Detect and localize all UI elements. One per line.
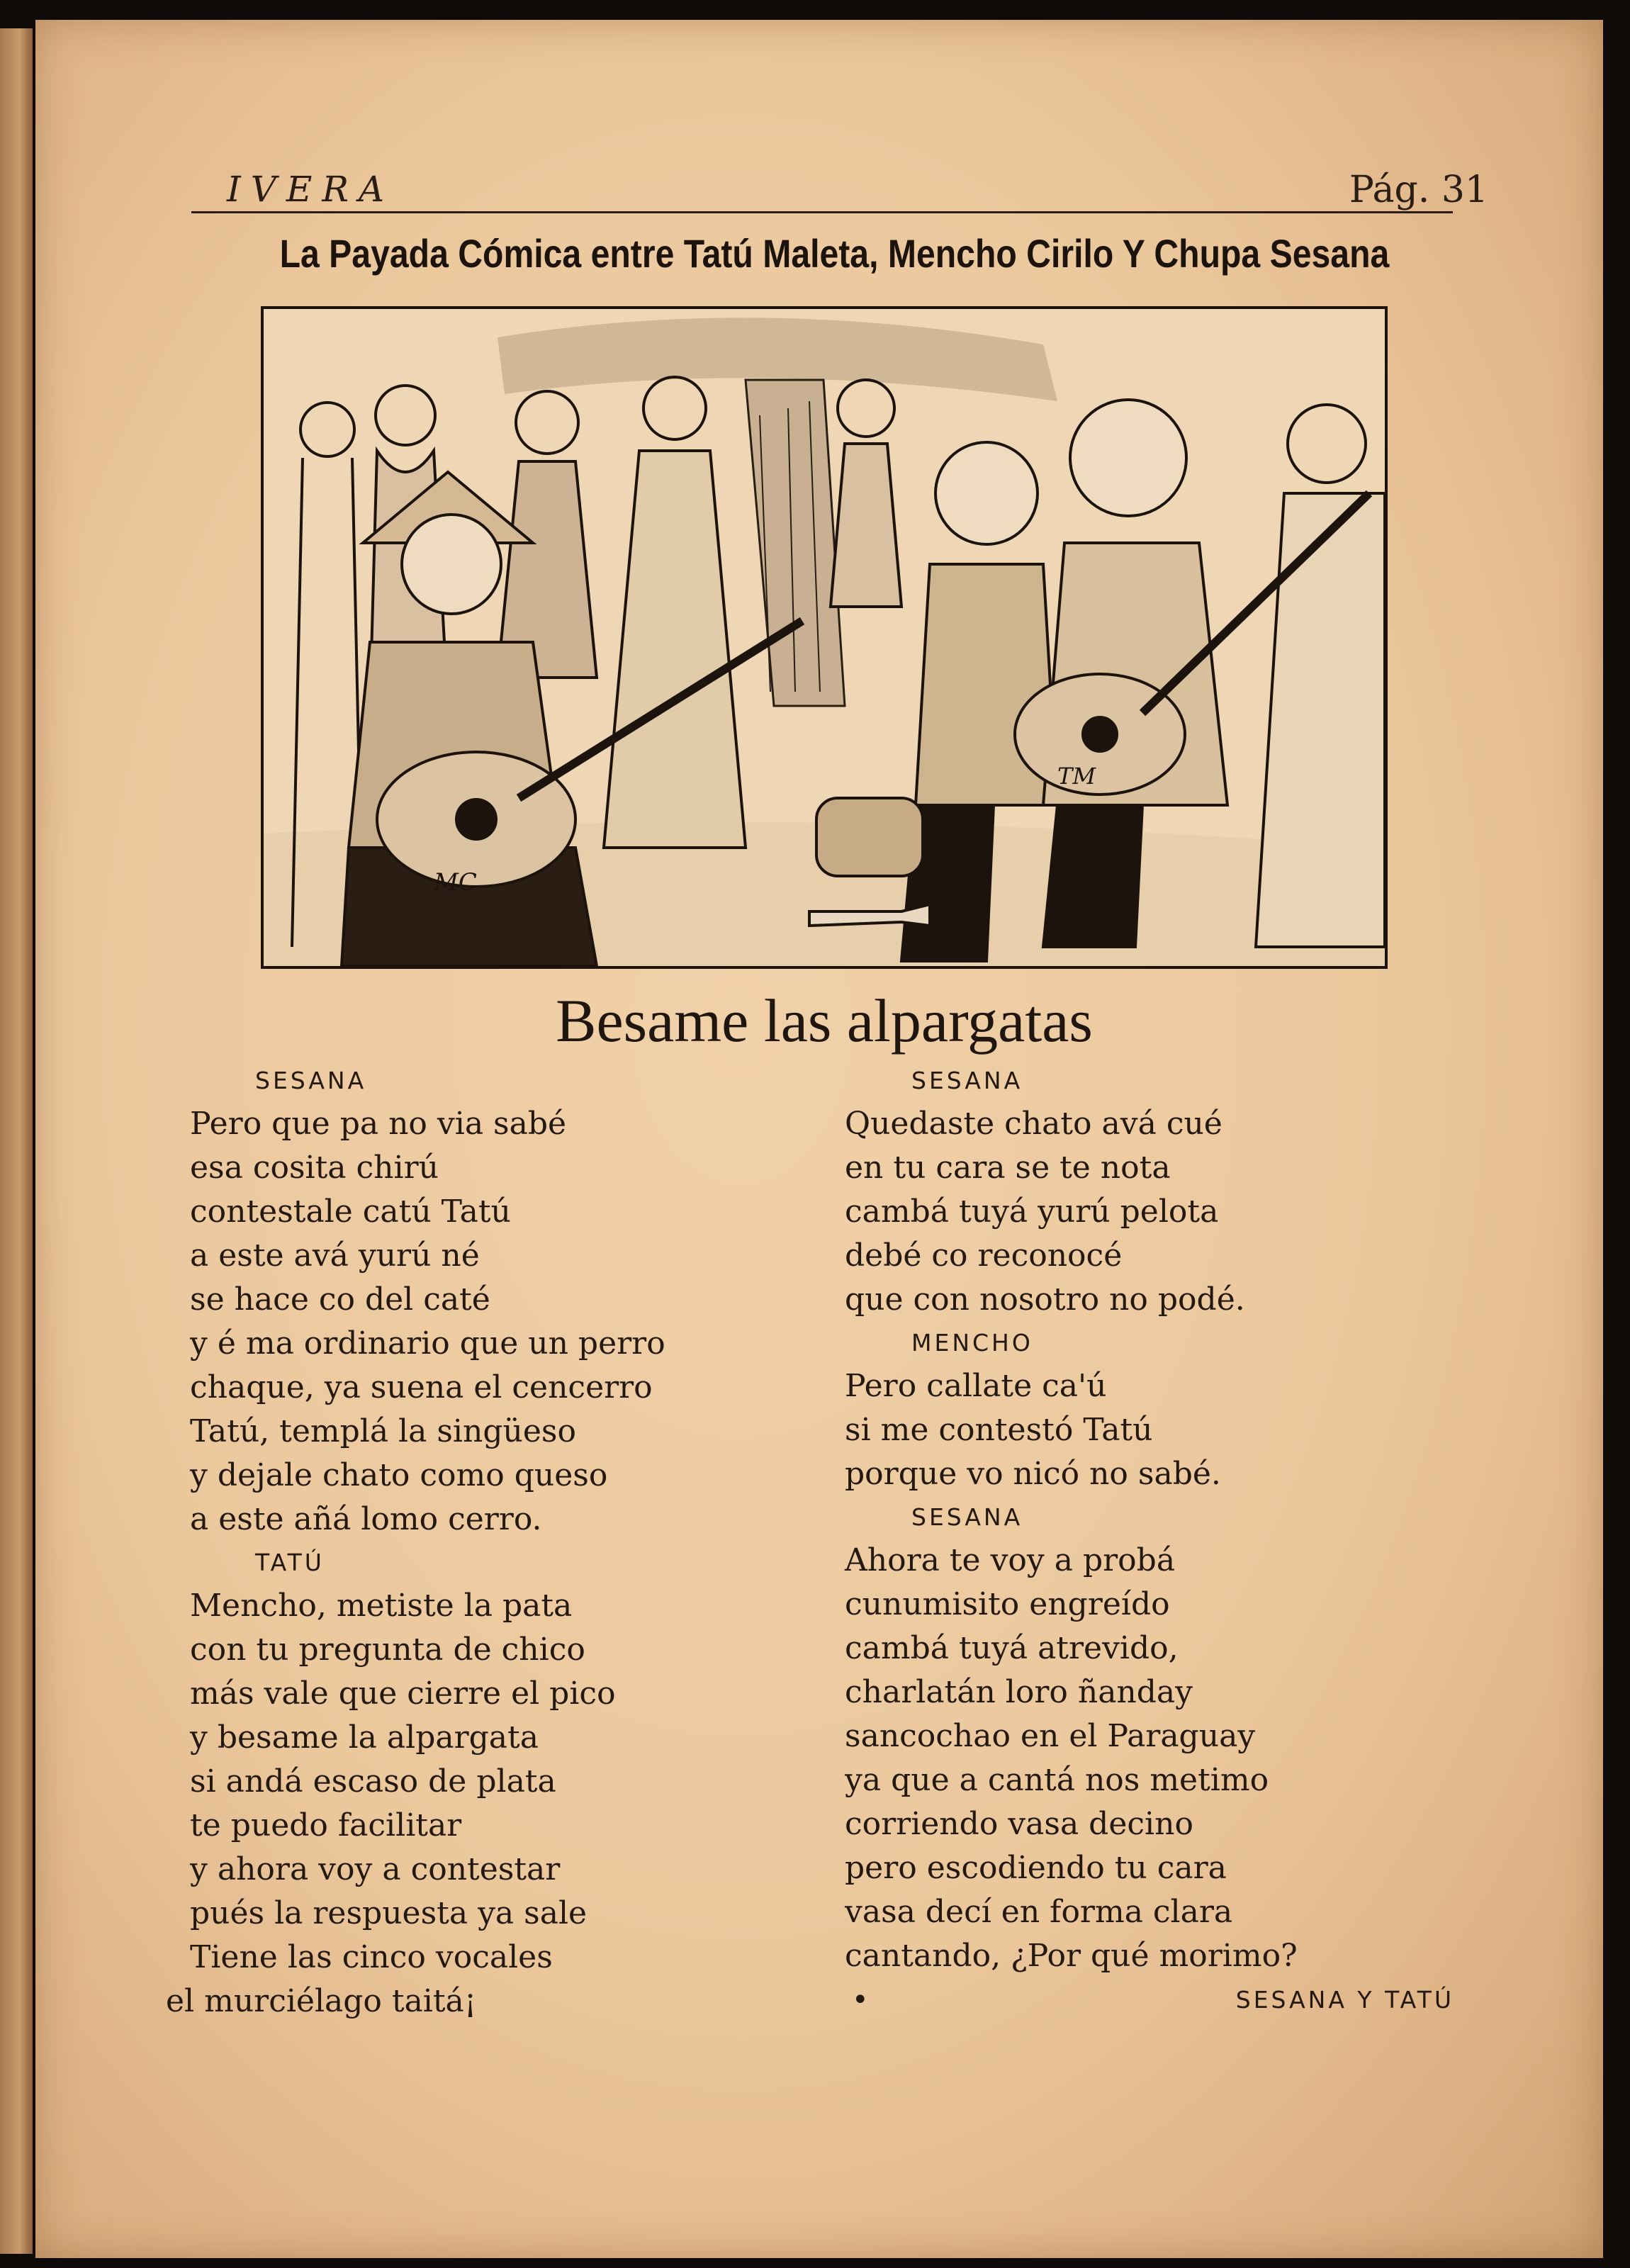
verse-line: si andá escaso de plata: [190, 1763, 556, 1800]
verse-line: Tatú, templá la singüeso: [190, 1413, 576, 1449]
verse-line: porque vo nicó no sabé.: [845, 1456, 1221, 1492]
verse-line: con tu pregunta de chico: [190, 1632, 585, 1668]
speaker-label: SESANA: [911, 1503, 1023, 1531]
page-number: Pág. 31: [1349, 169, 1488, 211]
verse-line: ya que a cantá nos metimo: [845, 1762, 1269, 1798]
cartoon-drawing: [264, 309, 1385, 966]
verse-line: pués la respuesta ya sale: [190, 1895, 588, 1931]
verse-line: si me contestó Tatú: [845, 1412, 1153, 1448]
next-speakers-label: SESANA Y TATÚ: [1235, 1986, 1454, 2014]
verse-line: a este avá yurú né: [190, 1237, 480, 1274]
article-headline: La Payada Cómica entre Tatú Maleta, Mencho Cirilo Y Chupa Sesana: [279, 231, 1390, 276]
verse-line: Tiene las cinco vocales: [190, 1939, 553, 1975]
verse-line: charlatán loro ñanday: [845, 1674, 1193, 1710]
verse-line: pero escodiendo tu cara: [845, 1850, 1227, 1886]
bullet-mark: •: [852, 1984, 869, 2016]
speaker-label: MENCHO: [911, 1329, 1033, 1357]
journal-name: IVERA: [227, 169, 395, 210]
verse-line: chaque, ya suena el cencerro: [190, 1369, 653, 1405]
verse-line: y dejale chato como queso: [190, 1457, 608, 1493]
poem-title: Besame las alpargatas: [556, 987, 1093, 1055]
verse-line: sancochao en el Paraguay: [845, 1718, 1256, 1754]
speaker-label: SESANA: [255, 1067, 367, 1094]
header-rule: [191, 211, 1453, 213]
verse-line: se hace co del caté: [190, 1281, 490, 1318]
verse-line: debé co reconocé: [845, 1237, 1123, 1274]
verse-line: Mencho, metiste la pata: [190, 1588, 573, 1624]
left-column: [163, 1060, 801, 2023]
guitar-initials-left: MC: [434, 868, 477, 897]
speaker-label: SESANA: [911, 1067, 1023, 1094]
verse-line: cunumisito engreído: [845, 1586, 1170, 1622]
verse-line: cambá tuyá atrevido,: [845, 1630, 1179, 1666]
verse-line: esa cosita chirú: [190, 1150, 439, 1186]
verse-line: Ahora te voy a probá: [845, 1542, 1176, 1578]
verse-line: Pero que pa no via sabé: [190, 1106, 567, 1142]
verse-line: te puedo facilitar: [190, 1807, 462, 1843]
verse-line: cantando, ¿Por qué morimo?: [845, 1938, 1298, 1974]
verse-line: en tu cara se te nota: [845, 1150, 1171, 1186]
verse-line: cambá tuyá yurú pelota: [845, 1194, 1219, 1230]
closing-row: [842, 1978, 1466, 2022]
verse-line: y besame la alpargata: [190, 1719, 539, 1756]
verse-line: más vale que cierre el pico: [190, 1675, 616, 1712]
speaker-label: TATÚ: [255, 1549, 325, 1576]
adjacent-page-edge: [0, 28, 33, 2254]
guitar-initials-right: TM: [1057, 763, 1096, 790]
verse-line: y ahora voy a contestar: [190, 1851, 561, 1887]
verse-line: vasa decí en forma clara: [845, 1894, 1233, 1930]
verse-line: a este añá lomo cerro.: [190, 1501, 542, 1537]
verse-line: Quedaste chato avá cué: [845, 1106, 1222, 1142]
verse-line: Pero callate ca'ú: [845, 1368, 1107, 1404]
verse-line: contestale catú Tatú: [190, 1194, 511, 1230]
payada-illustration: [261, 306, 1388, 969]
verse-line: y é ma ordinario que un perro: [190, 1325, 665, 1362]
right-column: [842, 1060, 1466, 2022]
verse-line: el murciélago taitá¡: [166, 1983, 477, 2019]
verse-line: corriendo vasa decino: [845, 1806, 1193, 1842]
verse-line: que con nosotro no podé.: [845, 1281, 1245, 1318]
